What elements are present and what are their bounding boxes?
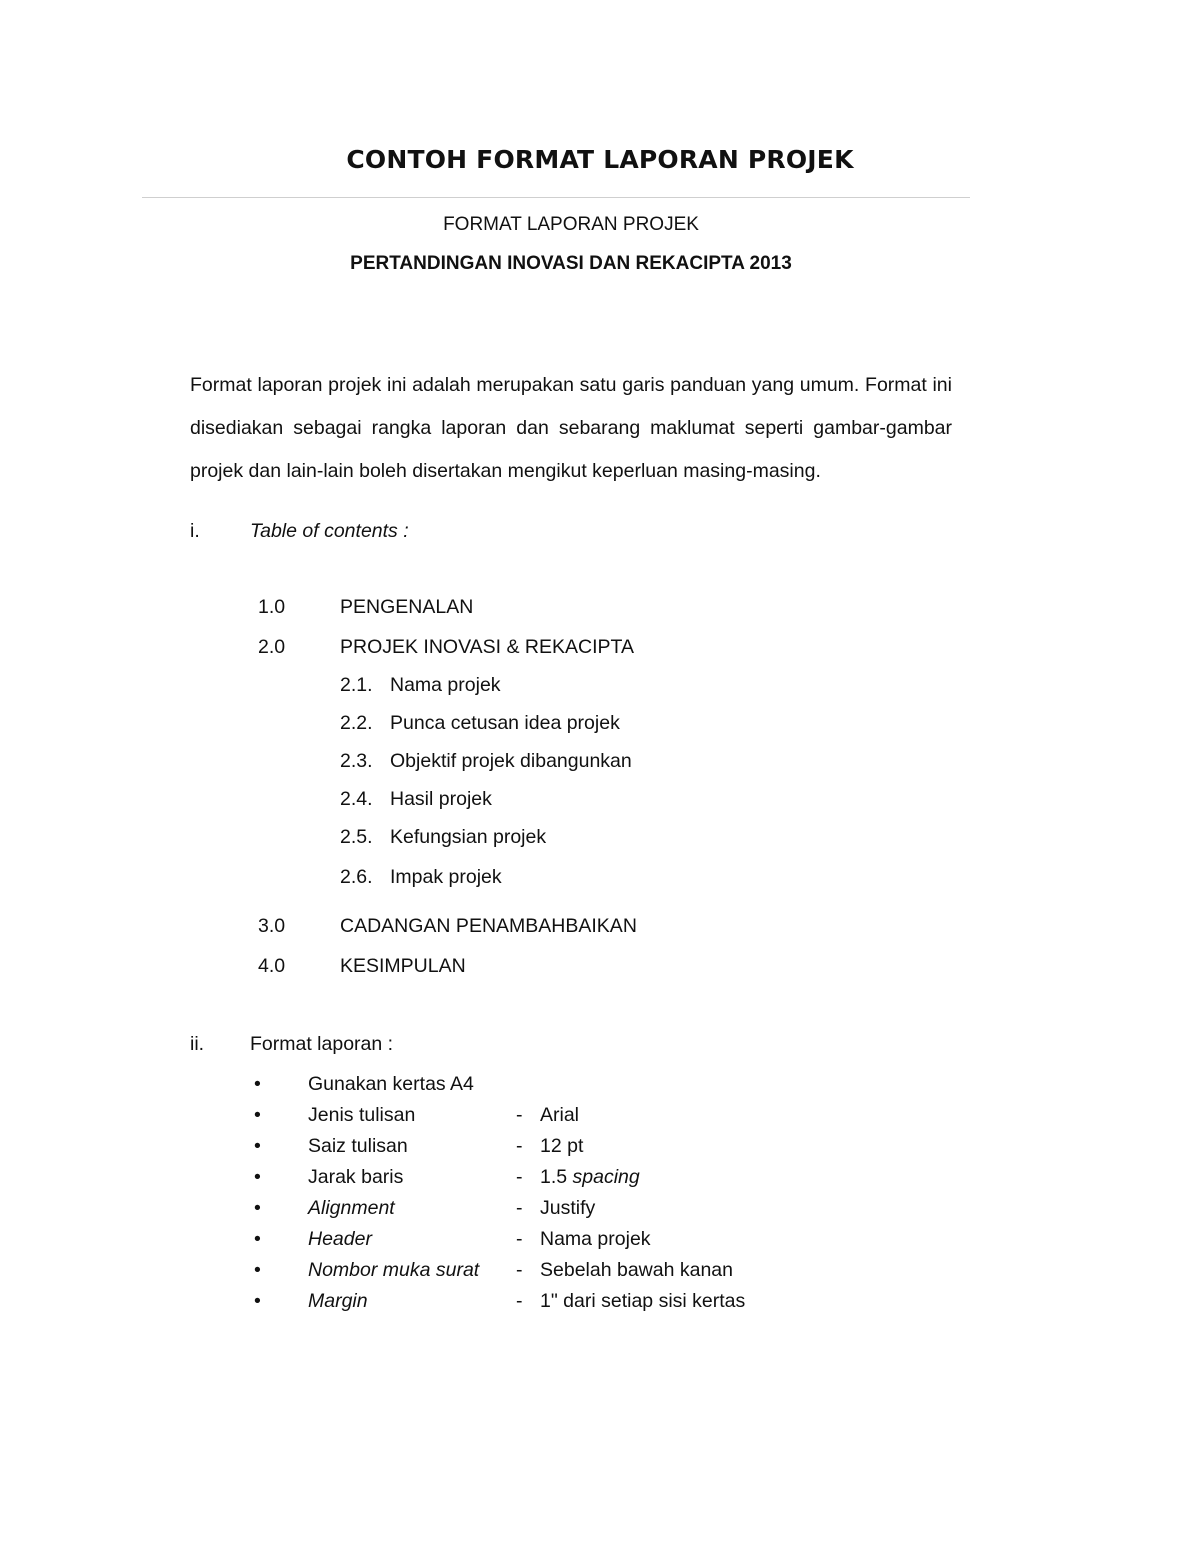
toc-sub-number: 2.2. xyxy=(340,712,373,734)
format-item-value xyxy=(540,1166,640,1189)
format-item-label: Alignment xyxy=(308,1197,395,1219)
format-item-label: Nombor muka surat xyxy=(308,1259,480,1281)
toc-sub-label: Impak projek xyxy=(390,866,502,888)
toc-sub-label: Hasil projek xyxy=(390,788,492,810)
bullet-icon: • xyxy=(254,1259,261,1281)
toc-number: 1.0 xyxy=(258,596,286,618)
toc-sub-number: 2.1. xyxy=(340,674,373,696)
section-i-heading: Table of contents : xyxy=(250,520,409,542)
toc-label: KESIMPULAN xyxy=(340,955,466,977)
toc-number: 3.0 xyxy=(258,915,286,937)
dash-icon: - xyxy=(516,1259,523,1281)
toc-sub-label: Punca cetusan idea projek xyxy=(390,712,620,734)
intro-paragraph: Format laporan projek ini adalah merupakan satu garis panduan yang umum. Format ini disediakan sebagai rangka laporan dan sebarang maklumat seperti gambar-gambar projek dan lain-lain boleh disertakan mengikut keperluan masing-masing. xyxy=(190,374,952,482)
format-item-label: Jenis tulisan xyxy=(308,1104,416,1126)
bullet-icon: • xyxy=(254,1290,261,1312)
toc-label: PROJEK INOVASI & REKACIPTA xyxy=(340,636,635,658)
toc-sub-number: 2.3. xyxy=(340,750,373,772)
dash-icon: - xyxy=(516,1135,523,1157)
toc-number: 4.0 xyxy=(258,955,286,977)
format-item-value: Arial xyxy=(540,1104,580,1126)
bullet-icon: • xyxy=(254,1104,261,1126)
section-ii-heading: Format laporan : xyxy=(250,1033,394,1055)
section-ii-numeral: ii. xyxy=(190,1033,205,1055)
format-item-label: Saiz tulisan xyxy=(308,1135,408,1157)
format-item-label: Gunakan kertas A4 xyxy=(308,1073,474,1095)
dash-icon: - xyxy=(516,1228,523,1250)
toc-sub-label: Objektif projek dibangunkan xyxy=(390,750,632,772)
title-divider xyxy=(142,197,970,198)
format-item-value-italic: spacing xyxy=(572,1166,640,1188)
dash-icon: - xyxy=(516,1104,523,1126)
toc-sub-number: 2.4. xyxy=(340,788,373,810)
bullet-icon: • xyxy=(254,1135,261,1157)
bullet-icon: • xyxy=(254,1166,261,1188)
dash-icon: - xyxy=(516,1197,523,1219)
toc-label: PENGENALAN xyxy=(340,596,474,618)
bullet-icon: • xyxy=(254,1073,261,1095)
format-item-label: Header xyxy=(308,1228,372,1250)
bullet-icon: • xyxy=(254,1197,261,1219)
section-i-numeral: i. xyxy=(190,520,200,542)
format-item-label: Jarak baris xyxy=(308,1166,404,1188)
format-item-value: 12 pt xyxy=(540,1135,584,1157)
toc-sub-label: Nama projek xyxy=(390,674,501,696)
toc-number: 2.0 xyxy=(258,636,286,658)
subtitle-format: FORMAT LAPORAN PROJEK xyxy=(443,214,699,235)
page-title: CONTOH FORMAT LAPORAN PROJEK xyxy=(346,145,854,174)
format-item-value: 1" dari setiap sisi kertas xyxy=(540,1290,746,1312)
format-item-value: Nama projek xyxy=(540,1228,651,1250)
toc-label: CADANGAN PENAMBAHBAIKAN xyxy=(340,915,637,937)
dash-icon: - xyxy=(516,1166,523,1188)
toc-sub-label: Kefungsian projek xyxy=(390,826,547,848)
format-item-value: Justify xyxy=(540,1197,596,1219)
bullet-icon: • xyxy=(254,1228,261,1250)
toc-sub-number: 2.6. xyxy=(340,866,373,888)
toc-sub-number: 2.5. xyxy=(340,826,373,848)
subtitle-competition: PERTANDINGAN INOVASI DAN REKACIPTA 2013 xyxy=(350,253,792,274)
format-item-value-number: 1.5 xyxy=(540,1166,573,1188)
format-item-value: Sebelah bawah kanan xyxy=(540,1259,733,1281)
format-item-label: Margin xyxy=(308,1290,368,1312)
dash-icon: - xyxy=(516,1290,523,1312)
